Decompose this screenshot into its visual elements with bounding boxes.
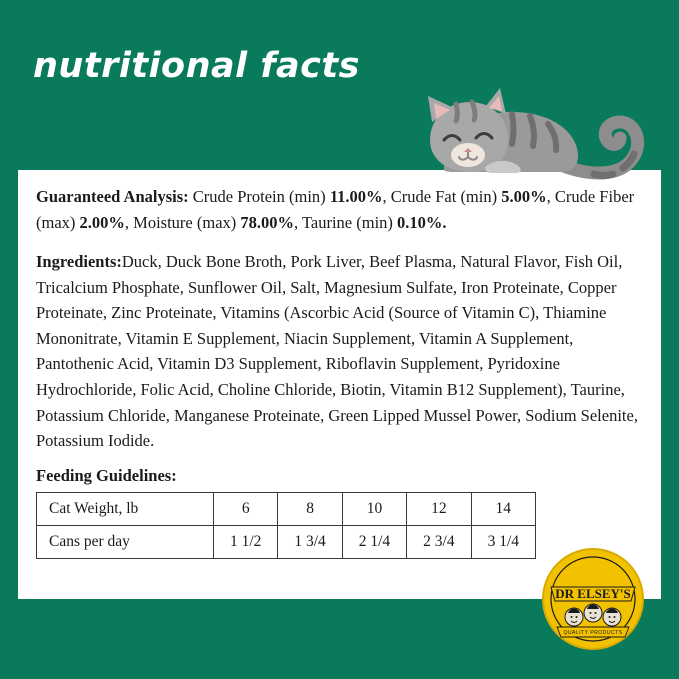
cell-cans-5: 3 1/4 <box>471 525 535 558</box>
cell-cans-1: 1 1/2 <box>214 525 278 558</box>
page-title: nutritional facts <box>33 46 360 86</box>
cell-weight-1: 6 <box>214 492 278 525</box>
ingredients-body: Duck, Duck Bone Broth, Pork Liver, Beef Plasma, Natural Flavor, Fish Oil, Tricalcium Phosphate, Sunflower Oil, Salt, Magnesium Sulfate, Iron Proteinate, Copper Proteinate, Zinc Proteinate, Vitamins (Ascorbic Acid (Source of Vitamin C), Thiamine Mononitrate, Vitamin E Supplement, Niacin Supplement, Vitamin A Supplement, Pantothenic Acid, Vitamin D3 Supplement, Riboflavin Supplement, Pyridoxine Hydrochloride, Folic Acid, Choline Chloride, Biotin, Vitamin B12 Supplement), Taurine, Potassium Chloride, Manganese Proteinate, Green Lipped Mussel Power, Sodium Selenite, Potassium Iodide. <box>36 252 638 451</box>
cell-cans-4: 2 3/4 <box>407 525 471 558</box>
feeding-guidelines-label: Feeding Guidelines: <box>36 465 177 485</box>
guaranteed-analysis-text: Guaranteed Analysis: Crude Protein (min) 11.00%, Crude Fat (min) 5.00%, Crude Fiber (max) 2.00%, Moisture (max) 78.00%, Taurine (min) 0.10%. <box>36 187 635 232</box>
row-header-cat-weight: Cat Weight, lb <box>37 492 214 525</box>
row-header-cans-per-day: Cans per day <box>37 525 214 558</box>
badge-brand-text: DR ELSEY'S <box>555 586 631 601</box>
table-row <box>37 492 536 525</box>
border-left <box>0 0 18 679</box>
badge-tagline-text: QUALITY PRODUCTS <box>563 630 623 636</box>
cell-weight-3: 10 <box>342 492 406 525</box>
ingredients-text <box>36 249 644 454</box>
brand-badge-logo <box>541 547 645 651</box>
cell-weight-2: 8 <box>278 492 342 525</box>
cell-cans-3: 2 1/4 <box>342 525 406 558</box>
border-top <box>0 0 679 18</box>
nutrition-content <box>36 180 644 559</box>
border-bottom <box>0 661 679 679</box>
cell-weight-5: 14 <box>471 492 535 525</box>
ingredients-label: Ingredients: <box>36 252 122 272</box>
cell-weight-4: 12 <box>407 492 471 525</box>
cell-cans-2: 1 3/4 <box>278 525 342 558</box>
feeding-guidelines-table <box>36 492 536 559</box>
border-right <box>661 0 679 679</box>
table-row <box>37 525 536 558</box>
